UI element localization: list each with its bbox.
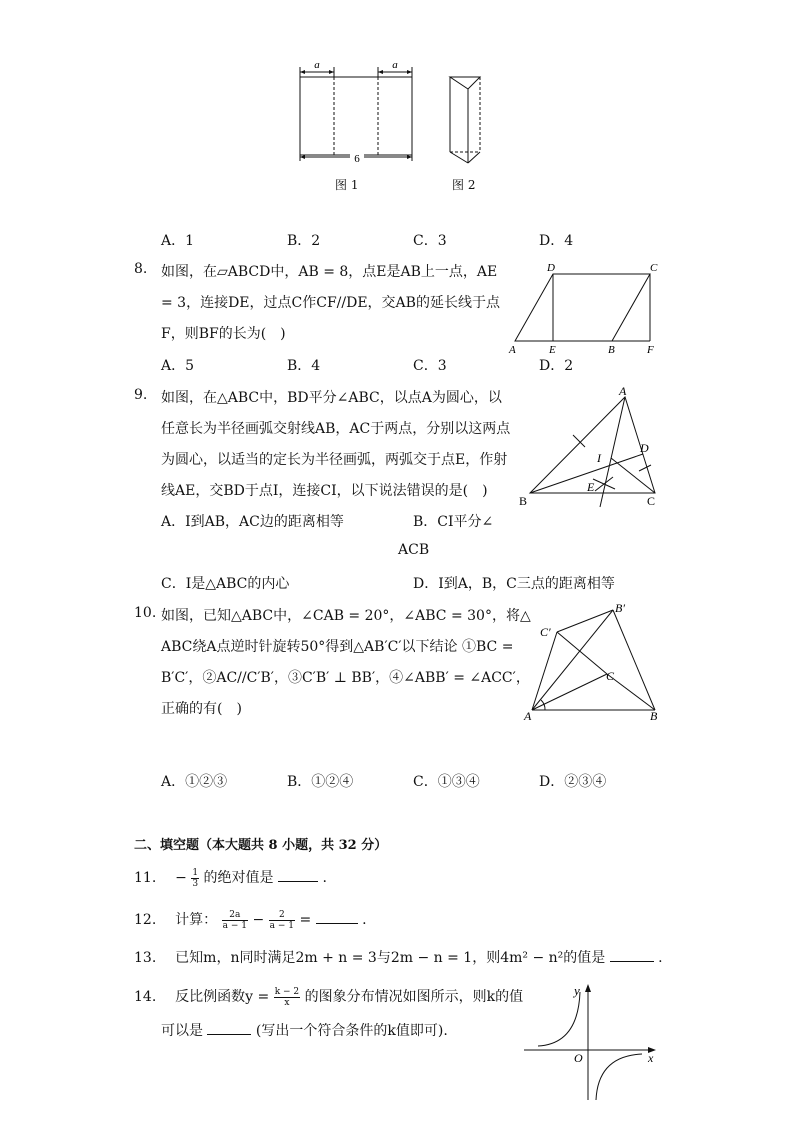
svg-text:B: B	[608, 344, 615, 356]
svg-text:D: D	[640, 441, 649, 455]
q8-line-2: = 3，连接DE，过点C作CF//DE，交AB的延长线于点	[161, 295, 500, 311]
q9-ray-ae	[600, 397, 625, 507]
svg-text:I: I	[597, 451, 601, 465]
q11-number: 11.	[134, 870, 157, 886]
svg-text:F: F	[647, 344, 654, 356]
q12-prefix: 计算：	[175, 912, 218, 928]
hyperbola-branch-4	[596, 1054, 642, 1100]
svg-text:E: E	[549, 344, 556, 356]
svg-text:C: C	[606, 669, 615, 683]
fig2-top	[450, 77, 480, 89]
q9-option-a[interactable]: A．I到AB，AC边的距离相等	[161, 514, 344, 530]
q7-option-a[interactable]: A．1	[161, 233, 195, 249]
q9-line-3: 为圆心，以适当的定长为半径画弧，两弧交于点E，作射	[161, 452, 508, 468]
q9-line-1: 如图，在△ABC中，BD平分∠ABC，以点A为圆心，以	[161, 390, 502, 406]
q8-option-d[interactable]: D．2	[539, 358, 574, 374]
svg-text:x: x	[648, 1051, 654, 1065]
fig2-caption: 图 2	[452, 178, 476, 192]
q8-line-3: F，则BF的长为( )	[161, 326, 286, 342]
q12-fraction-2: $\frac{2}{a - 1}$	[269, 909, 294, 931]
q7-option-c[interactable]: C．3	[413, 233, 447, 249]
q8-figure	[505, 258, 665, 358]
q10-line-1: 如图，已知△ABC中，∠CAB = 20°，∠ABC = 30°，将△	[161, 608, 531, 624]
q8-option-a[interactable]: A．5	[161, 358, 195, 374]
q14-line-2: 可以是 (写出一个符合条件的k值即可).	[161, 1020, 448, 1040]
svg-text:C: C	[650, 262, 658, 274]
q12: 12. 计算： $\frac{2a}{a - 1}$ − $\frac{2}{a - 1}$ = .	[134, 909, 367, 931]
svg-text:A: A	[619, 385, 627, 398]
q9-line-4: 线AE，交BD于点I，连接CI，以下说法错误的是( )	[161, 483, 488, 499]
q8-line-1: 如图，在▱ABCD中，AB = 8，点E是AB上一点，AE	[161, 264, 498, 280]
q7-option-b[interactable]: B．2	[287, 233, 321, 249]
svg-text:C: C	[647, 494, 656, 508]
q11-text: 的绝对值是	[203, 870, 274, 886]
q10-option-b[interactable]: B．①②④	[287, 774, 354, 790]
q14-number: 14.	[134, 989, 157, 1005]
q9-option-d[interactable]: D．I到A，B，C三点的距离相等	[413, 576, 615, 592]
q7-option-d[interactable]: D．4	[539, 233, 574, 249]
q10-line-2: ABC绕A点逆时针旋转50°得到△AB′C′以下结论 ①BC =	[161, 639, 514, 655]
q13-number: 13.	[134, 950, 157, 966]
q12-number: 12.	[134, 912, 157, 928]
q14-answer-blank[interactable]	[207, 1020, 251, 1035]
section-2-title: 二、填空题（本大题共 8 小题，共 32 分）	[134, 838, 388, 853]
q14-graph	[520, 980, 665, 1105]
fig1-label-6: 6	[354, 153, 360, 165]
q12-answer-blank[interactable]	[316, 909, 358, 924]
q11: 11. − $\frac{1}{3}$ 的绝对值是 .	[134, 867, 327, 889]
q13-answer-blank[interactable]	[610, 947, 654, 962]
q11-fraction: $\frac{1}{3}$	[192, 867, 199, 889]
q8-number: 8.	[134, 261, 148, 277]
q14-fraction: $\frac{k - 2}{x}$	[274, 986, 300, 1008]
fig1-label-a-right: a	[392, 59, 398, 71]
q10-number: 10.	[134, 605, 157, 621]
svg-text:D: D	[547, 262, 555, 274]
q8-parallelogram	[515, 274, 650, 341]
q9-number: 9.	[134, 387, 148, 403]
q10-line-4: 正确的有( )	[161, 701, 242, 717]
q9-figure	[515, 385, 670, 510]
q8-option-c[interactable]: C．3	[413, 358, 447, 374]
fig1-caption: 图 1	[335, 178, 359, 192]
q7-figure	[290, 55, 510, 195]
svg-text:B: B	[650, 709, 658, 723]
q9-option-c[interactable]: C．I是△ABC的内心	[161, 576, 290, 592]
svg-text:E: E	[587, 480, 595, 494]
q10-line-3: B′C′，②AC//C′B′，③C′B′ ⊥ BB′，④∠ABB′ = ∠ACC′，	[161, 670, 530, 686]
q9-option-b[interactable]: B．CI平分∠	[413, 514, 494, 530]
q10-option-c[interactable]: C．①③④	[413, 774, 480, 790]
q12-fraction-1: $\frac{2a}{a - 1}$	[222, 909, 247, 931]
q11-answer-blank[interactable]	[278, 867, 318, 882]
svg-text:B: B	[519, 494, 528, 508]
svg-text:O: O	[574, 1051, 583, 1065]
q8-option-b[interactable]: B．4	[287, 358, 321, 374]
hyperbola-branch-2	[538, 992, 580, 1046]
svg-text:A: A	[509, 344, 516, 356]
q9-segment-ci	[611, 458, 655, 493]
q10-option-a[interactable]: A．①②③	[161, 774, 228, 790]
q10-option-d[interactable]: D．②③④	[539, 774, 607, 790]
q14-line-1: 14. 反比例函数y = $\frac{k - 2}{x}$ 的图象分布情况如图所示，则k的值	[134, 986, 524, 1008]
svg-text:y: y	[574, 983, 580, 998]
q9-line-2: 任意长为半径画弧交射线AB，AC于两点，分别以这两点	[161, 421, 511, 437]
fig1-label-a-left: a	[314, 59, 320, 71]
fig1-rectangle	[300, 77, 412, 155]
svg-text:B′: B′	[615, 601, 625, 615]
q9-option-b-cont: ACB	[398, 542, 430, 558]
svg-text:A: A	[524, 709, 532, 723]
svg-text:C′: C′	[540, 625, 551, 639]
q13: 13. 已知m，n同时满足2m + n = 3与2m − n = 1，则4m² − n²的值是 .	[134, 947, 663, 967]
q13-text: 已知m，n同时满足2m + n = 3与2m − n = 1，则4m² − n²的值是	[175, 950, 606, 966]
q10-figure	[515, 598, 670, 728]
q11-minus: −	[175, 870, 187, 886]
